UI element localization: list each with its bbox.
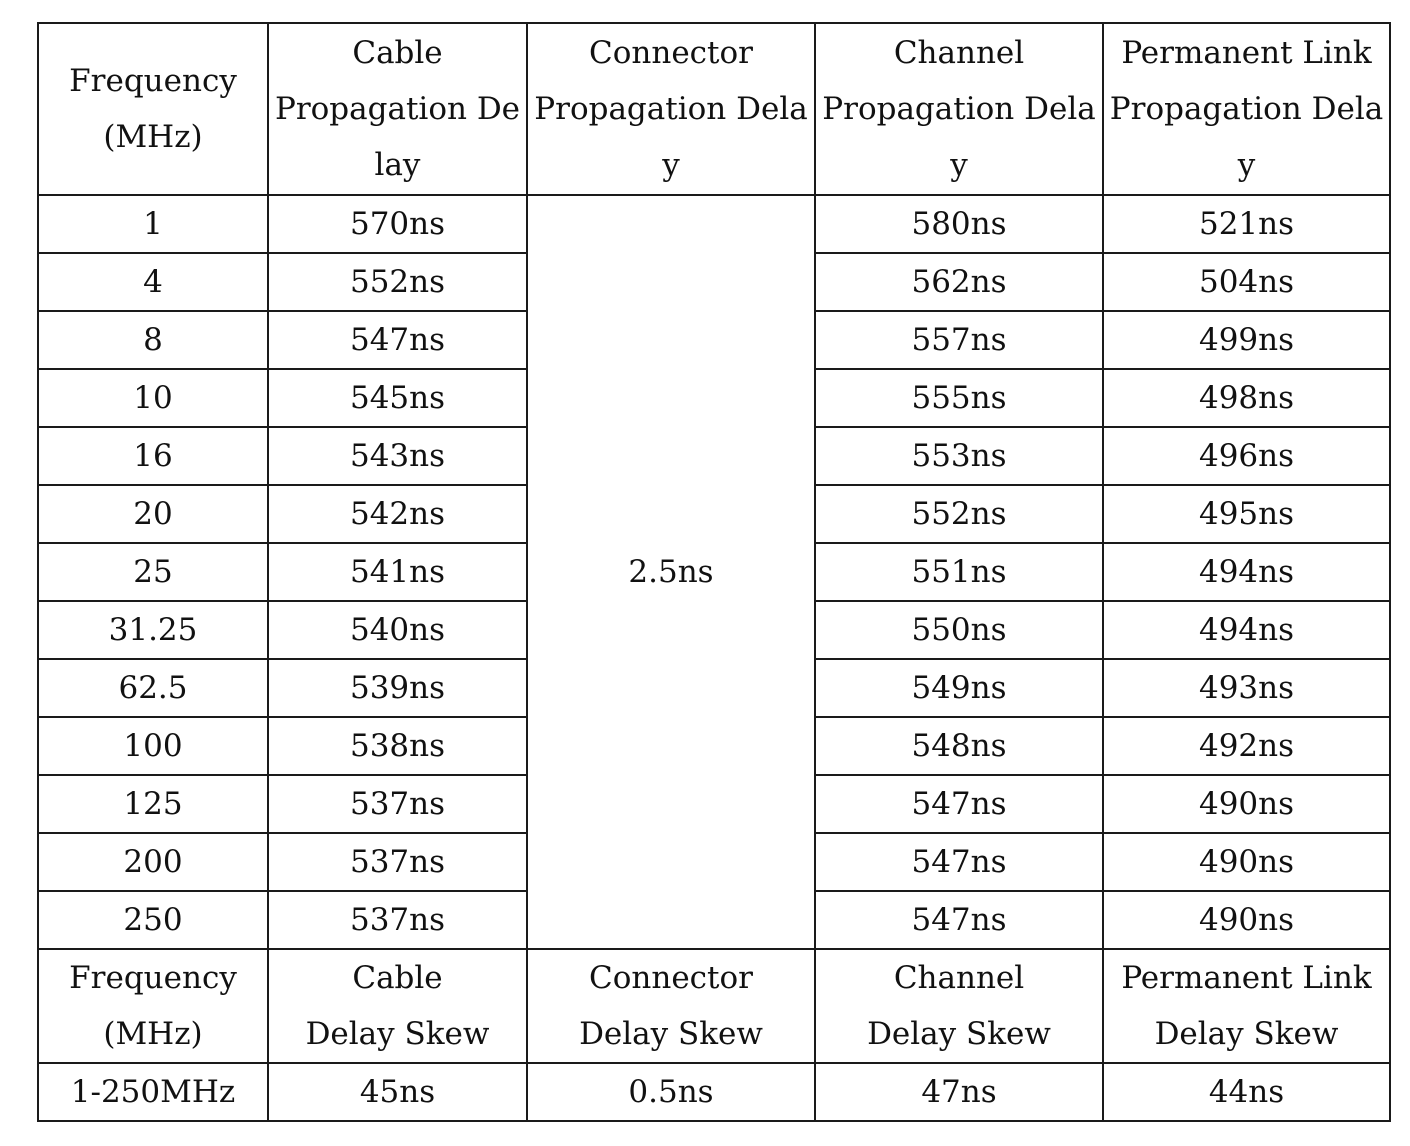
skew-header-frequency: Frequency (MHz): [38, 949, 268, 1063]
header-permanent-link-propagation-delay: Permanent Link Propagation Dela y: [1103, 23, 1390, 195]
skew-frequency: 1-250MHz: [38, 1063, 268, 1121]
cell-permanent-link-propagation-delay: 494ns: [1103, 601, 1390, 659]
cell-permanent-link-propagation-delay: 499ns: [1103, 311, 1390, 369]
cell-cable-propagation-delay: 545ns: [268, 369, 527, 427]
cell-channel-propagation-delay: 552ns: [815, 485, 1103, 543]
cell-frequency: 250: [38, 891, 268, 949]
cell-frequency: 16: [38, 427, 268, 485]
skew-header-row: [38, 949, 1390, 1063]
skew-header-channel: Channel Delay Skew: [815, 949, 1103, 1063]
cell-permanent-link-propagation-delay: 492ns: [1103, 717, 1390, 775]
header-channel-propagation-delay: Channel Propagation Dela y: [815, 23, 1103, 195]
cell-connector-propagation-delay: 2.5ns: [527, 195, 815, 949]
cell-channel-propagation-delay: 553ns: [815, 427, 1103, 485]
cell-cable-propagation-delay: 537ns: [268, 833, 527, 891]
cell-channel-propagation-delay: 550ns: [815, 601, 1103, 659]
cell-cable-propagation-delay: 537ns: [268, 891, 527, 949]
cell-permanent-link-propagation-delay: 493ns: [1103, 659, 1390, 717]
header-frequency: Frequency (MHz): [38, 23, 268, 195]
cell-frequency: 20: [38, 485, 268, 543]
cell-cable-propagation-delay: 539ns: [268, 659, 527, 717]
cell-permanent-link-propagation-delay: 496ns: [1103, 427, 1390, 485]
cell-permanent-link-propagation-delay: 490ns: [1103, 833, 1390, 891]
cell-frequency: 10: [38, 369, 268, 427]
cell-frequency: 31.25: [38, 601, 268, 659]
cell-frequency: 8: [38, 311, 268, 369]
skew-header-connector: Connector Delay Skew: [527, 949, 815, 1063]
cell-channel-propagation-delay: 562ns: [815, 253, 1103, 311]
cell-frequency: 62.5: [38, 659, 268, 717]
header-connector-propagation-delay: Connector Propagation Dela y: [527, 23, 815, 195]
cell-frequency: 200: [38, 833, 268, 891]
cell-cable-propagation-delay: 538ns: [268, 717, 527, 775]
cell-frequency: 25: [38, 543, 268, 601]
cell-permanent-link-propagation-delay: 504ns: [1103, 253, 1390, 311]
cell-frequency: 100: [38, 717, 268, 775]
cell-permanent-link-propagation-delay: 498ns: [1103, 369, 1390, 427]
skew-connector: 0.5ns: [527, 1063, 815, 1121]
cell-frequency: 125: [38, 775, 268, 833]
cell-channel-propagation-delay: 548ns: [815, 717, 1103, 775]
skew-row: [38, 1063, 1390, 1121]
cell-channel-propagation-delay: 555ns: [815, 369, 1103, 427]
cell-frequency: 1: [38, 195, 268, 253]
cell-permanent-link-propagation-delay: 490ns: [1103, 891, 1390, 949]
cell-permanent-link-propagation-delay: 490ns: [1103, 775, 1390, 833]
skew-permanent-link: 44ns: [1103, 1063, 1390, 1121]
cell-channel-propagation-delay: 551ns: [815, 543, 1103, 601]
cell-cable-propagation-delay: 542ns: [268, 485, 527, 543]
skew-header-permanent-link: Permanent Link Delay Skew: [1103, 949, 1390, 1063]
cell-permanent-link-propagation-delay: 495ns: [1103, 485, 1390, 543]
skew-channel: 47ns: [815, 1063, 1103, 1121]
skew-cable: 45ns: [268, 1063, 527, 1121]
cell-cable-propagation-delay: 570ns: [268, 195, 527, 253]
skew-header-cable: Cable Delay Skew: [268, 949, 527, 1063]
table-body: [38, 23, 1390, 1121]
cell-cable-propagation-delay: 543ns: [268, 427, 527, 485]
cell-cable-propagation-delay: 552ns: [268, 253, 527, 311]
cell-channel-propagation-delay: 547ns: [815, 775, 1103, 833]
cell-permanent-link-propagation-delay: 521ns: [1103, 195, 1390, 253]
cell-channel-propagation-delay: 547ns: [815, 833, 1103, 891]
delay-table: [37, 22, 1391, 1122]
cell-frequency: 4: [38, 253, 268, 311]
header-cable-propagation-delay: Cable Propagation De lay: [268, 23, 527, 195]
cell-channel-propagation-delay: 557ns: [815, 311, 1103, 369]
cell-cable-propagation-delay: 547ns: [268, 311, 527, 369]
cell-cable-propagation-delay: 537ns: [268, 775, 527, 833]
cell-channel-propagation-delay: 547ns: [815, 891, 1103, 949]
cell-cable-propagation-delay: 540ns: [268, 601, 527, 659]
cell-permanent-link-propagation-delay: 494ns: [1103, 543, 1390, 601]
cell-channel-propagation-delay: 549ns: [815, 659, 1103, 717]
cell-cable-propagation-delay: 541ns: [268, 543, 527, 601]
cell-channel-propagation-delay: 580ns: [815, 195, 1103, 253]
propagation-header-row: [38, 23, 1390, 195]
table-row: [38, 195, 1390, 253]
